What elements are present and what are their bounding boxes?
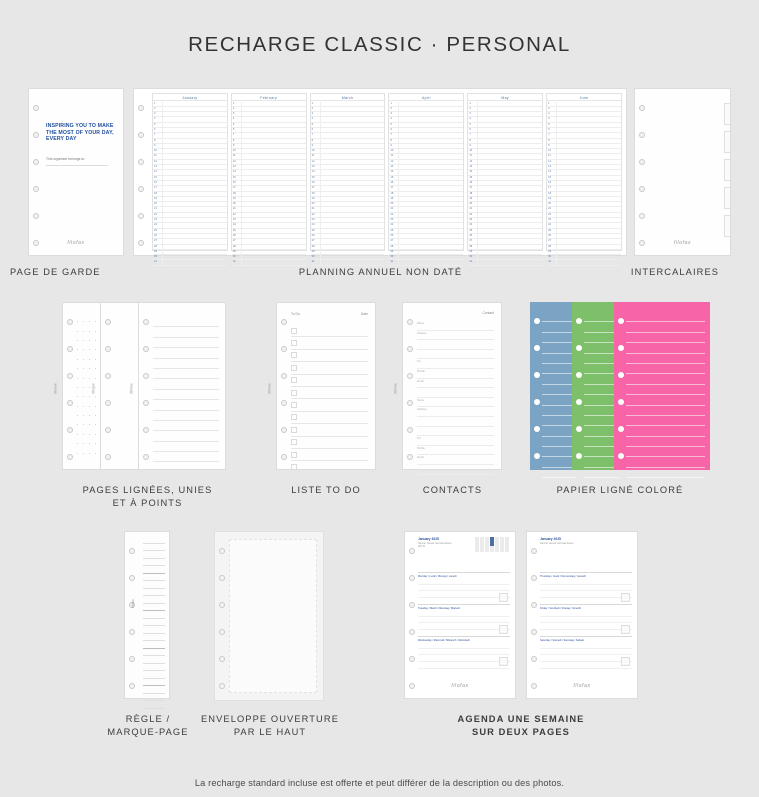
todo-row[interactable] bbox=[291, 399, 368, 411]
contacts-row[interactable]: Mobile bbox=[417, 369, 494, 379]
divider-tabs bbox=[724, 103, 730, 243]
product-cover-page[interactable] bbox=[28, 88, 124, 256]
caption-agenda bbox=[404, 713, 638, 739]
caption-agenda-line1: AGENDA UNE SEMAINE bbox=[457, 714, 585, 724]
product-dividers[interactable] bbox=[634, 88, 731, 256]
todo-row[interactable] bbox=[291, 387, 368, 399]
product-ruler-bookmark[interactable] bbox=[124, 531, 170, 699]
todo-row[interactable] bbox=[291, 449, 368, 461]
cover-headline: INSPIRING YOU TO MAKE THE MOST OF YOUR DAY, EVERY DAY bbox=[46, 123, 114, 143]
caption-agenda-line2: SUR DEUX PAGES bbox=[472, 727, 570, 737]
contacts-row[interactable] bbox=[417, 388, 494, 398]
todo-header bbox=[291, 312, 368, 316]
envelope-pocket bbox=[229, 539, 317, 693]
caption-annual-planner: PLANNING ANNUEL NON DATÉ bbox=[298, 267, 463, 277]
contacts-row[interactable]: Email bbox=[417, 379, 494, 389]
planner-month-column: February 1 2 3 4 5 6 7 8 9 10 11 12 13 14 15 16 17 18 19 20 21 22 23 24 25 26 27 28 29 30 31 bbox=[231, 93, 307, 251]
planner-month-label: June bbox=[547, 94, 621, 101]
punch-holes bbox=[105, 303, 112, 469]
planner-month-column: May 1 2 3 4 5 6 7 8 9 10 11 12 13 14 15 16 17 18 19 20 21 22 23 24 25 26 27 28 29 30 31 bbox=[467, 93, 543, 251]
punch-holes bbox=[129, 532, 136, 698]
punch-holes bbox=[281, 303, 288, 469]
punch-holes bbox=[219, 532, 226, 700]
agenda-right-title: January 2025 bbox=[540, 537, 561, 541]
brand-logo: filofax bbox=[266, 383, 272, 394]
cover-write-line bbox=[46, 165, 108, 166]
punch-holes bbox=[67, 303, 74, 469]
caption-envelope bbox=[196, 713, 344, 739]
caption-envelope-line1: ENVELOPPE OUVERTURE bbox=[200, 714, 339, 724]
todo-row[interactable] bbox=[291, 325, 368, 337]
brand-logo: filofax bbox=[673, 240, 692, 246]
brand-logo: filofax bbox=[392, 383, 398, 394]
agenda-right-page[interactable] bbox=[526, 531, 638, 699]
product-colored-paper[interactable] bbox=[530, 302, 710, 470]
contacts-row[interactable]: Tel bbox=[417, 436, 494, 446]
planner-month-label: May bbox=[468, 94, 542, 101]
contacts-row[interactable]: Address bbox=[417, 407, 494, 417]
todo-row[interactable] bbox=[291, 337, 368, 349]
contacts-row[interactable]: Name bbox=[417, 398, 494, 408]
todo-row[interactable] bbox=[291, 461, 368, 473]
contacts-row[interactable] bbox=[417, 427, 494, 437]
contacts-row[interactable] bbox=[417, 465, 494, 475]
caption-ruler-line2: MARQUE-PAGE bbox=[107, 727, 189, 737]
planner-month-column: June 1 2 3 4 5 6 7 8 9 10 11 12 13 14 15 16 17 18 19 20 21 22 23 24 25 26 27 28 29 30 31 bbox=[546, 93, 622, 251]
contacts-row[interactable]: Email bbox=[417, 455, 494, 465]
agenda-day-number bbox=[499, 593, 508, 602]
brand-logo: filofax bbox=[52, 383, 58, 394]
product-envelope[interactable] bbox=[214, 531, 324, 701]
punch-holes bbox=[534, 302, 541, 470]
todo-row[interactable] bbox=[291, 362, 368, 374]
colored-paper-sheet[interactable] bbox=[614, 302, 710, 470]
agenda-left-day-blocks bbox=[418, 572, 510, 668]
agenda-day-block[interactable] bbox=[418, 572, 510, 604]
agenda-day-label: Tuesday / Mardi / Dienstag / Martedì bbox=[418, 607, 460, 610]
agenda-right-day-blocks bbox=[540, 572, 632, 668]
todo-row[interactable] bbox=[291, 375, 368, 387]
footnote: La recharge standard incluse est offerte et peut différer de la description ou des photos. bbox=[194, 778, 565, 788]
todo-row[interactable] bbox=[291, 424, 368, 436]
caption-cover-page: PAGE DE GARDE bbox=[10, 267, 101, 277]
contacts-row[interactable] bbox=[417, 417, 494, 427]
contacts-row[interactable] bbox=[417, 340, 494, 350]
agenda-day-block[interactable] bbox=[418, 636, 510, 668]
ruler-ticks bbox=[143, 536, 165, 694]
caption-ruled-pages bbox=[40, 484, 255, 510]
ruled-lines bbox=[153, 317, 219, 459]
agenda-day-label: Wednesday / Mercredi / Mittwoch / Mercoledì bbox=[418, 639, 470, 642]
caption-ruled-pages-line2: ET À POINTS bbox=[112, 498, 183, 508]
agenda-right-subtitle: Janvier Januar Gennaio Enero bbox=[540, 541, 574, 545]
caption-dividers: INTERCALAIRES bbox=[630, 267, 720, 277]
caption-todo-list: LISTE TO DO bbox=[291, 485, 361, 495]
contacts-header: Contact bbox=[482, 311, 494, 315]
agenda-day-number bbox=[621, 625, 630, 634]
todo-row[interactable] bbox=[291, 437, 368, 449]
punch-holes bbox=[407, 303, 414, 469]
punch-holes bbox=[576, 302, 583, 470]
product-weekly-agenda[interactable] bbox=[404, 531, 638, 699]
planner-month-label: March bbox=[311, 94, 385, 101]
planner-month-label: February bbox=[232, 94, 306, 101]
planner-month-column: March 1 2 3 4 5 6 7 8 9 10 11 12 13 14 15 16 17 18 19 20 21 22 23 24 25 26 27 28 29 30 31 bbox=[310, 93, 386, 251]
caption-colored-paper: PAPIER LIGNÉ COLORÉ bbox=[556, 485, 684, 495]
divider-tab[interactable] bbox=[724, 215, 730, 237]
agenda-day-block[interactable] bbox=[540, 604, 632, 636]
todo-header-left: To Do bbox=[291, 312, 300, 316]
punch-holes bbox=[531, 532, 538, 698]
row-inserts-bottom bbox=[0, 531, 759, 711]
planner-month-label: April bbox=[389, 94, 463, 101]
agenda-day-label: Monday / Lundi / Montag / Lunedì bbox=[418, 575, 457, 578]
todo-header-right: Date bbox=[360, 312, 368, 316]
todo-row[interactable] bbox=[291, 350, 368, 362]
divider-tab[interactable] bbox=[724, 159, 730, 181]
agenda-day-block[interactable] bbox=[418, 604, 510, 636]
agenda-day-label: Thursday / Jeudi / Donnerstag / Giovedì bbox=[540, 575, 586, 578]
divider-tab[interactable] bbox=[724, 187, 730, 209]
agenda-day-number bbox=[499, 657, 508, 666]
cover-sub-label: This organiser belongs to: bbox=[46, 157, 86, 161]
contacts-row[interactable]: Tel bbox=[417, 359, 494, 369]
brand-logo: filofax bbox=[128, 383, 134, 394]
brand-logo: filofax bbox=[90, 383, 96, 394]
agenda-day-label: Friday / Vendredi / Freitag / Venerdì bbox=[540, 607, 581, 610]
caption-ruled-pages-line1: PAGES LIGNÉES, UNIES bbox=[82, 485, 213, 495]
punch-holes bbox=[33, 89, 40, 255]
caption-ruler bbox=[85, 713, 211, 739]
agenda-day-block[interactable] bbox=[540, 636, 632, 668]
punch-holes bbox=[409, 532, 416, 698]
product-todo-list[interactable] bbox=[266, 302, 376, 470]
ruled-sheet-lined[interactable] bbox=[128, 302, 226, 470]
agenda-day-number bbox=[499, 625, 508, 634]
agenda-right-header bbox=[540, 537, 632, 545]
brand-logo: filofax bbox=[573, 683, 591, 689]
divider-tab[interactable] bbox=[724, 131, 730, 153]
agenda-left-page[interactable] bbox=[404, 531, 516, 699]
agenda-day-label: Saturday / Samedi / Samstag / Sabato bbox=[540, 639, 585, 642]
brand-logo: filofax bbox=[451, 683, 469, 689]
page-title: RECHARGE CLASSIC · PERSONAL bbox=[188, 33, 571, 56]
planner-month-column: January 1 2 3 4 5 6 7 8 9 10 11 12 13 14 15 16 17 18 19 20 21 22 23 24 25 26 27 28 29 30 31 bbox=[152, 93, 228, 251]
caption-envelope-line2: PAR LE HAUT bbox=[233, 727, 307, 737]
row-inserts-middle bbox=[0, 302, 759, 477]
contacts-row[interactable]: Mobile bbox=[417, 446, 494, 456]
punch-holes bbox=[618, 302, 625, 470]
agenda-day-number bbox=[621, 657, 630, 666]
contacts-row[interactable]: Name bbox=[417, 321, 494, 331]
caption-ruler-line1: RÈGLE / bbox=[125, 714, 171, 724]
contacts-row[interactable]: Address bbox=[417, 331, 494, 341]
colored-paper-lines bbox=[626, 312, 705, 462]
punch-holes bbox=[138, 89, 145, 255]
punch-holes bbox=[143, 303, 150, 469]
punch-holes bbox=[639, 89, 646, 255]
contacts-rows bbox=[417, 321, 494, 475]
todo-row[interactable] bbox=[291, 412, 368, 424]
brand-logo: filofax bbox=[67, 240, 85, 246]
agenda-left-title: January 2025 bbox=[418, 537, 439, 541]
caption-contacts: CONTACTS bbox=[422, 485, 483, 495]
agenda-day-block[interactable] bbox=[540, 572, 632, 604]
todo-rows bbox=[291, 325, 368, 474]
planner-month-column: April 1 2 3 4 5 6 7 8 9 10 11 12 13 14 15 16 17 18 19 20 21 22 23 24 25 26 27 28 29 30 31 bbox=[388, 93, 464, 251]
mini-calendar bbox=[475, 537, 509, 552]
product-annual-planner[interactable] bbox=[133, 88, 627, 264]
contacts-row[interactable] bbox=[417, 350, 494, 360]
brand-logo: filofax bbox=[131, 599, 135, 608]
product-contacts[interactable] bbox=[392, 302, 502, 470]
row-inserts-top bbox=[0, 88, 759, 268]
agenda-day-number bbox=[621, 593, 630, 602]
agenda-left-subtitle: Janvier Januar Gennaio Enero bbox=[418, 541, 452, 545]
divider-tab[interactable] bbox=[724, 103, 730, 125]
planner-month-columns bbox=[152, 93, 622, 264]
agenda-left-week: WK 01 bbox=[418, 545, 426, 548]
planner-month-label: January bbox=[153, 94, 227, 101]
